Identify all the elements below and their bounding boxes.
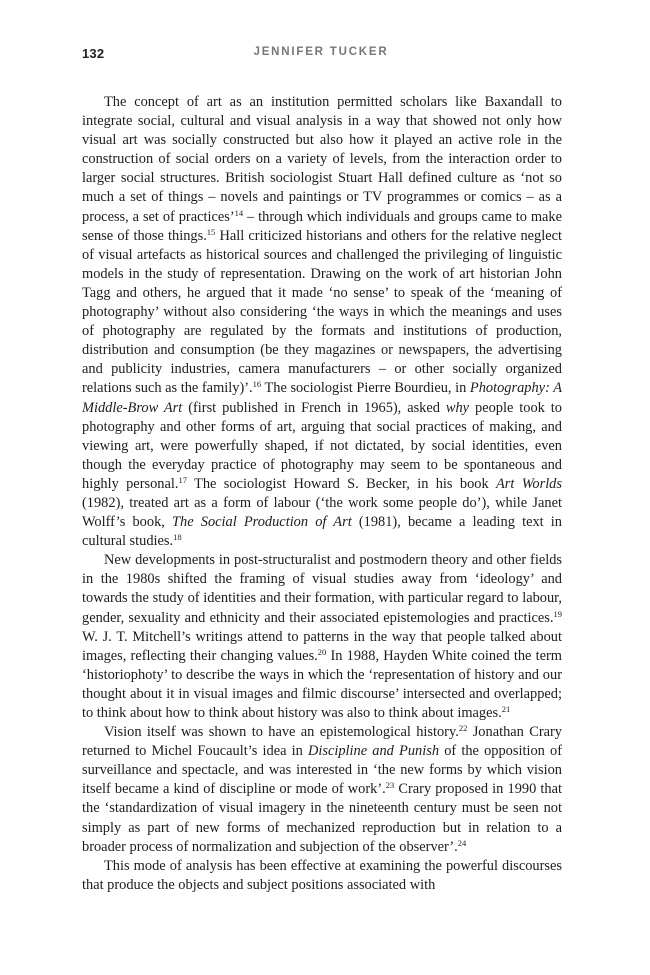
footnote-ref: 19 (553, 608, 562, 619)
text-run: In 1988, Hayden White coined the term ‘historiophoty’ to describe the ways in which the ‘representation of history and our thought about it in visual images and filmic discourse’ intersected and overlapped; to think about how to think about history was also to think about images. (82, 647, 563, 721)
text-run: (1982), treated art as a form of labour (‘the work some people do’), while Janet Wolff’s book, (82, 494, 562, 531)
paragraph-2 (82, 551, 562, 723)
text-run: people took to photography and other forms of art, arguing that social practices of making, and viewing art, were powerfully shaped, if not dictated, by social identities, even though the everyday practice of photography may seem to be spontaneous and highly personal. (82, 399, 562, 492)
paragraph-4 (82, 857, 562, 895)
paragraph-1 (82, 93, 562, 551)
footnote-ref: 20 (317, 646, 327, 657)
footnote-ref: 24 (457, 837, 467, 848)
italic-title: Discipline and Punish (307, 743, 440, 760)
text-run: New developments in post-structuralist and postmodern theory and other fields in the 1980s shifted the framing of visual studies away from ‘ideology’ and towards the study of identities and their formation, with particular regard to labour, gender, sexuality and ethnicity and their associated epistemologies and practices. (82, 552, 562, 626)
footnote-ref: 14 (234, 207, 244, 218)
body-text (82, 93, 562, 895)
footnote-ref: 23 (385, 780, 395, 791)
italic-title: why (445, 399, 470, 416)
text-run: of the opposition of surveillance and spectacle, and was interested in ‘the new forms by which vision itself became a kind of discipline or mode of work’. (82, 743, 562, 798)
text-run: This mode of analysis has been effective at examining the powerful discourses that produce the objects and subject positions associated with (82, 857, 562, 893)
italic-title: The Social Production of Art (172, 514, 352, 531)
italic-title: Art Worlds (496, 475, 562, 492)
text-run: – through which individuals and groups came to make sense of those things. (82, 208, 562, 244)
footnote-ref: 15 (206, 226, 216, 237)
text-run: The sociologist Pierre Bourdieu, in (261, 380, 470, 397)
text-run: The sociologist Howard S. Becker, in his book (186, 475, 496, 492)
text-run: W. J. T. Mitchell’s writings attend to patterns in the way that people talked about images, reflecting their changing values. (82, 628, 562, 664)
footnote-ref: 21 (501, 704, 511, 714)
text-run: The concept of art as an institution permitted scholars like Baxandall to integrate social, cultural and visual analysis in a way that showed not only how visual art was socially constructed but also how it played an active role in the construction of social orders on a variety of levels, from the interaction order to larger social structures. British sociologist Stuart Hall defined culture as ‘not so much a set of things – novels and paintings or TV programmes or comics – as a process, a set of practices’ (82, 94, 562, 225)
text-run: Hall criticized historians and others for the relative neglect of visual artefacts as historical sources and challenged the privileging of linguistic models in the study of representation. Drawing on the work of art historian John Tagg and others, he argued that it made ‘no sense’ to speak of the ‘meaning of photography’ without also considering ‘the ways in which the meanings and uses of photography are regulated by the formats and institutions of production, distribution and consumption (be they magazines or newspapers, the advertising and publicity industries, camera manufacturers – or other socially organized relations such as the family)’. (82, 227, 562, 397)
footnote-ref: 22 (458, 723, 468, 734)
footnote-ref: 17 (178, 474, 187, 485)
italic-title: Photography: A Middle-Brow Art (82, 380, 562, 416)
text-run: Jonathan Crary returned to Michel Foucault’s idea in (82, 724, 562, 760)
running-head (82, 46, 560, 66)
running-title: JENNIFER TUCKER (253, 46, 389, 58)
footnote-ref: 18 (173, 532, 182, 543)
text-run: (1981), became a leading text in cultural studies. (82, 514, 562, 550)
text-run: Vision itself was shown to have an epistemological history. (104, 724, 459, 741)
page-number: 132 (82, 46, 105, 61)
text-run: Crary proposed in 1990 that the ‘standardization of visual imagery in the nineteenth century must be seen not simply as part of new forms of mechanized reproduction but in relation to a broader process of normalization and subjection of the observer’. (82, 781, 562, 855)
footnote-ref: 16 (252, 379, 262, 390)
paragraph-3 (82, 723, 562, 857)
text-run: (first published in French in 1965), asked (182, 399, 446, 416)
